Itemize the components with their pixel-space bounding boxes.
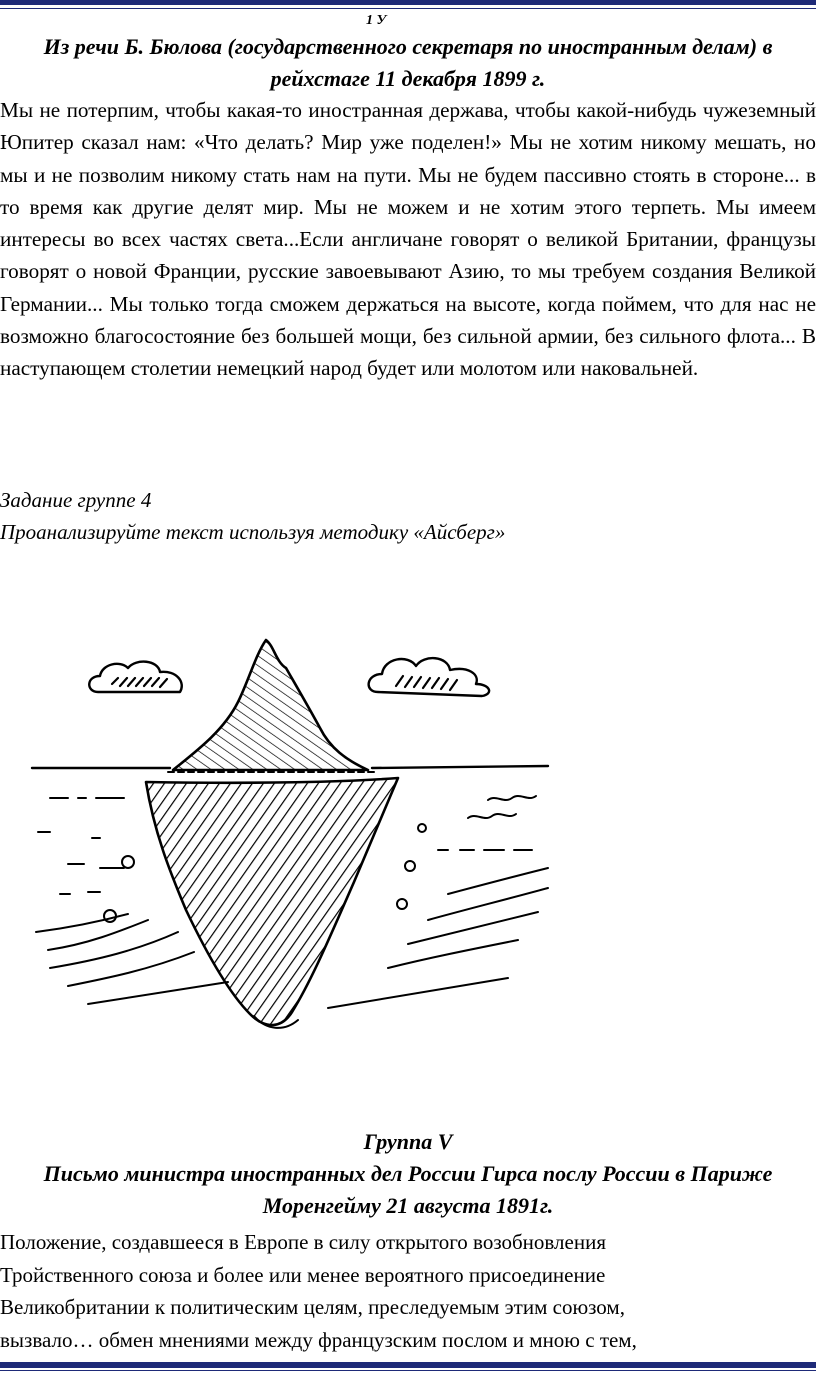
top-border-rule [0,0,816,5]
page-number: 1 У [366,13,387,28]
speech-title: Из речи Б. Бюлова (государственного секретаря по иностранным делам) в рейхстаге 11 декабря 1899 г. [43,34,773,91]
iceberg-tip [173,640,368,770]
letter-line: Великобритании к политическим целям, преследуемым этим союзом, [0,1295,625,1319]
iceberg-drawing [28,632,560,1054]
cloud-right-icon [369,658,489,696]
group5-title: Группа V [363,1129,453,1154]
letter-text [0,1226,816,1352]
bottom-border-rule [0,1362,816,1368]
letter-title: Письмо министра иностранных дел России Гирса послу России в Париже Моренгейму 21 августа 1891г. [43,1161,773,1218]
bottom-border-thin-rule [0,1370,816,1371]
letter-line: Тройственного союза и более или менее вероятного присоединение [0,1262,606,1287]
letter-line: вызвало… обмен мнениями между французским послом и мною с тем, [0,1327,637,1352]
cloud-left-icon [89,662,182,692]
task-instruction: Проанализируйте текст используя методику «Айсберг» [0,520,506,544]
speech-paragraph: Мы не потерпим, чтобы какая-то иностранная держава, чтобы какой-нибудь чужеземный Юпитер сказал нам: «Что делать? Мир уже поделен!» Мы не хотим никому мешать, но мы и не позволим никому стать нам на пути. Мы не будем пассивно стоять в стороне... в то время как другие делят мир. Мы не можем и не хотим этого терпеть. Мы имеем интересы во всех частях света...Если англичане говорят о великой Британии, французы говорят о новой Франции, русские завоевывают Азию, то мы требуем создания Великой Германии... Мы только тогда сможем держаться на высоте, когда поймем, что для нас не возможно благосостояние без большей мощи, без сильной армии, без сильного флота... В наступающем столетии немецкий народ будет или молотом или наковальней. [0,98,816,381]
task-group-label: Задание группе 4 [0,488,152,512]
speech-text [0,94,816,385]
letter-line: Положение, создавшееся в Европе в силу открытого возобновления [0,1230,606,1254]
top-border-thin-rule [0,8,816,9]
